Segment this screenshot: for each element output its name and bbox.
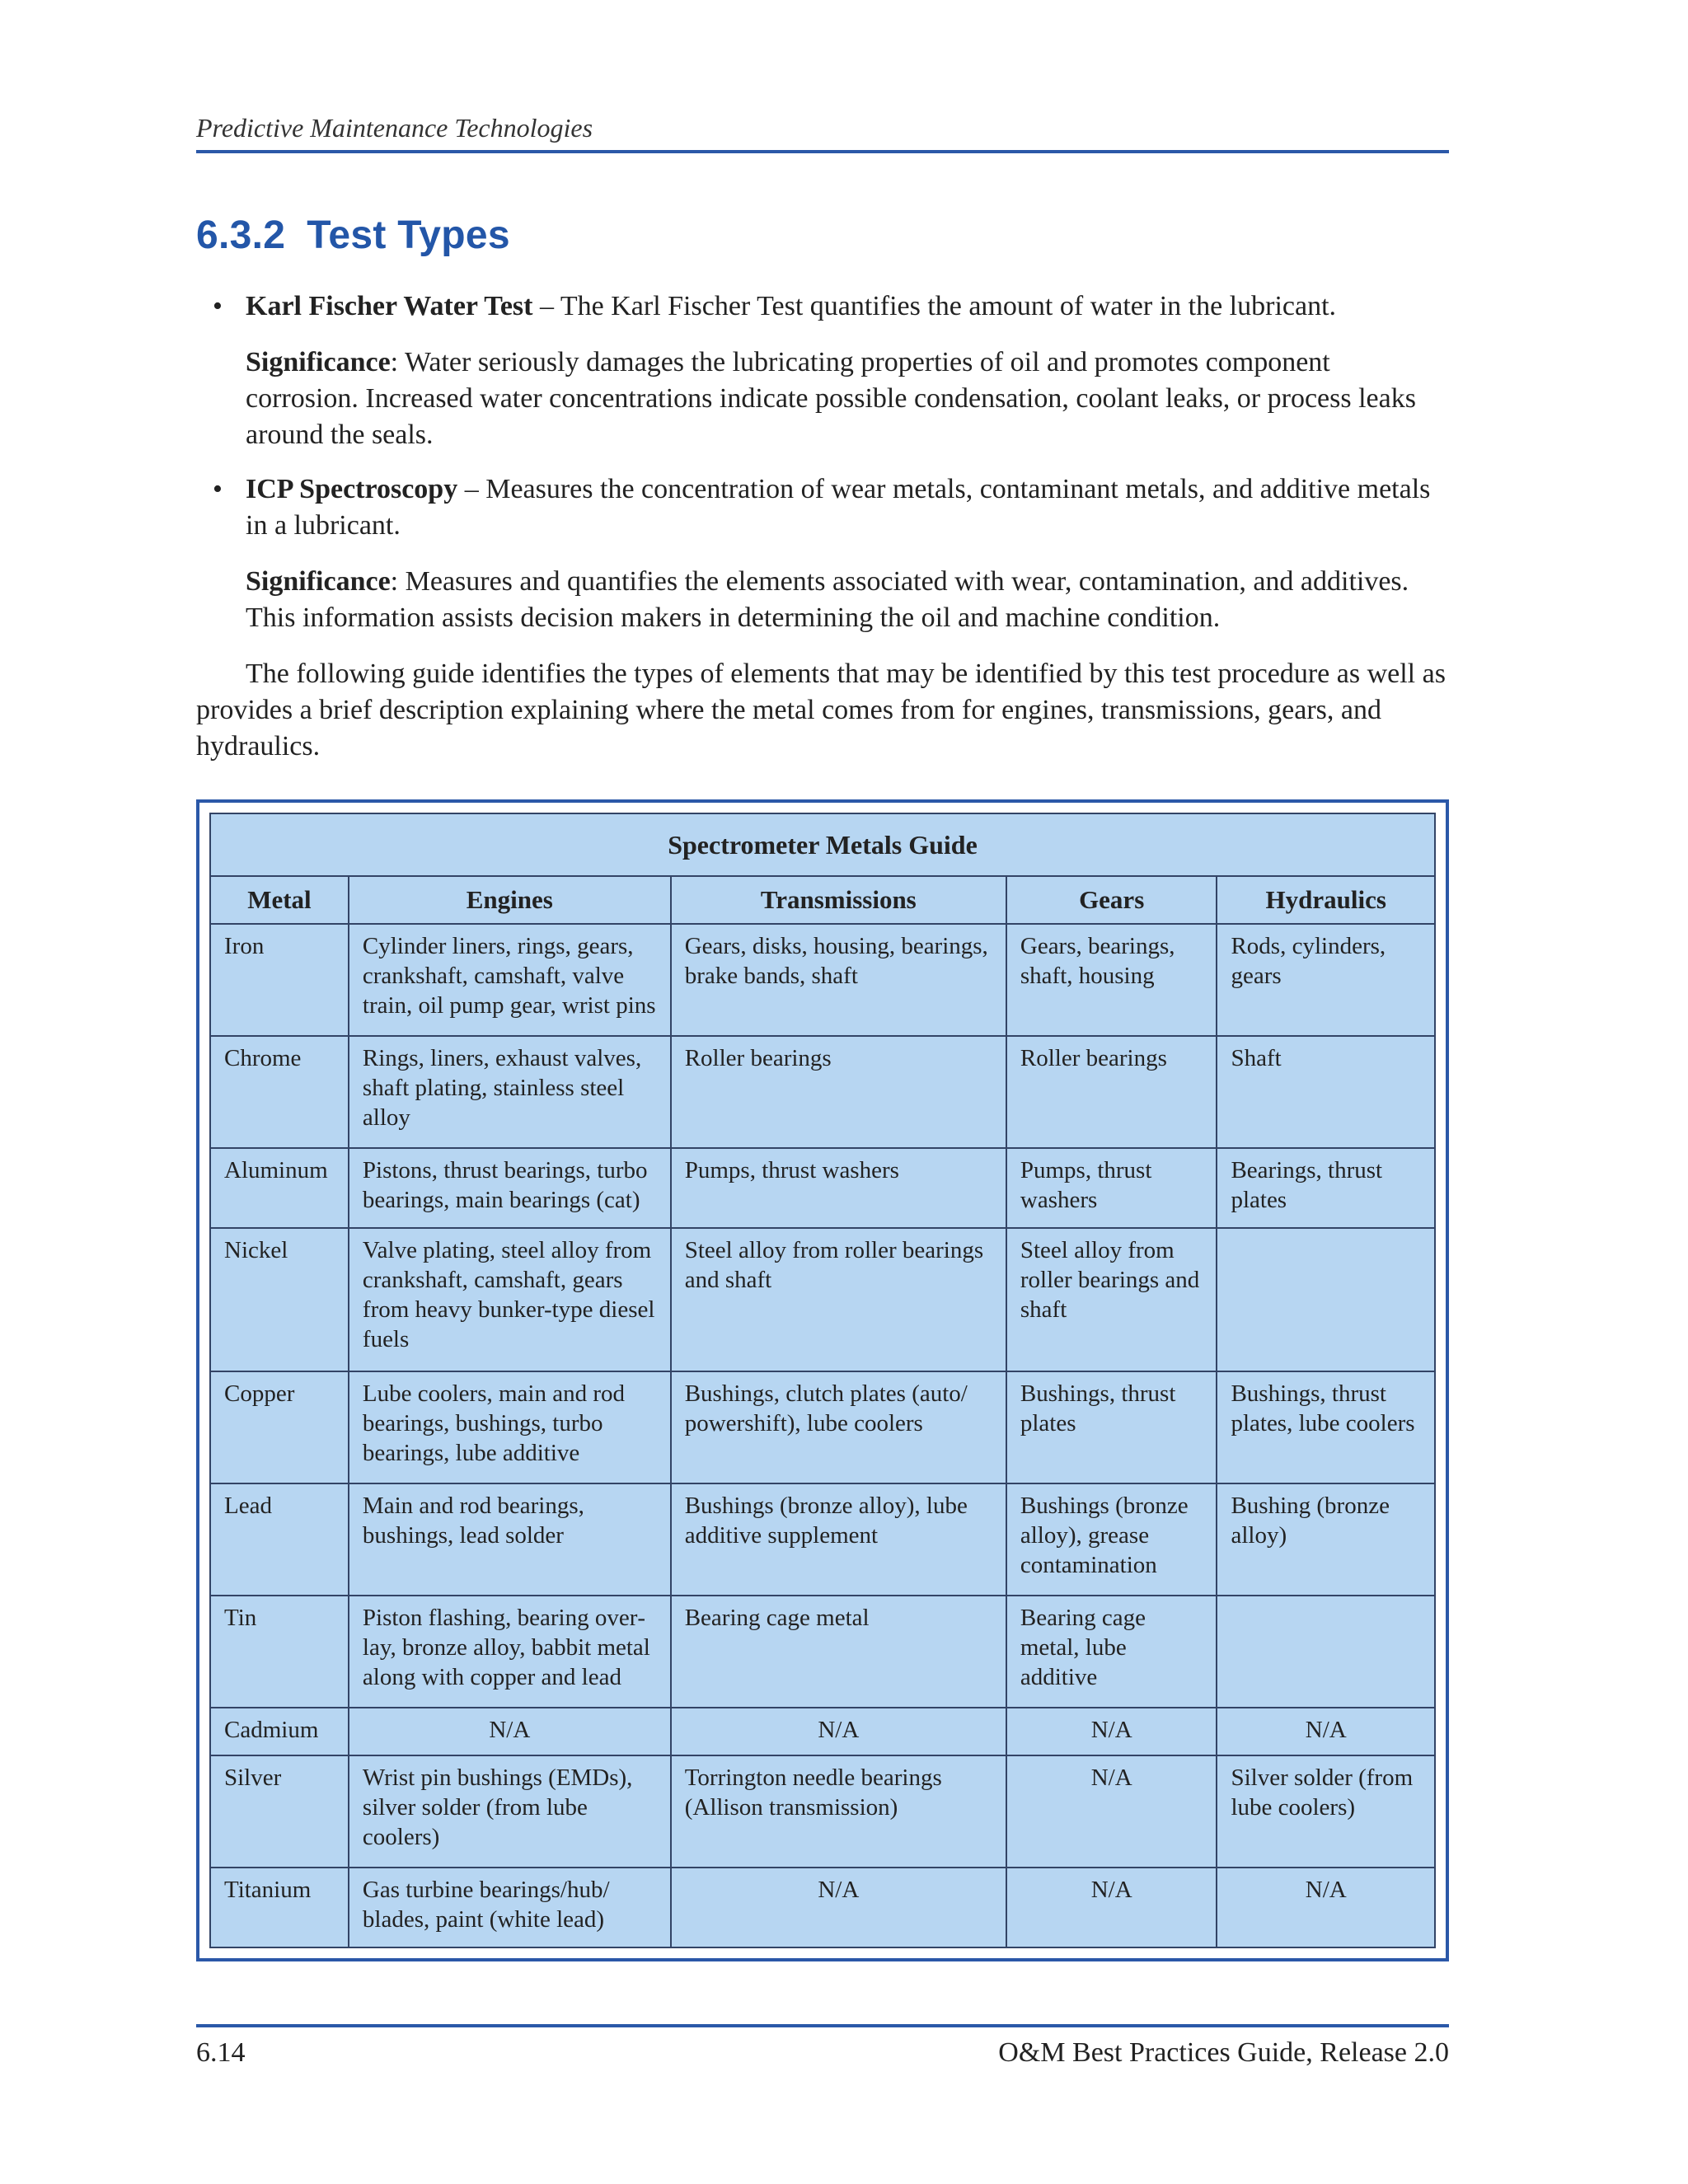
hydraulics-cell: Rods, cylinders, gears bbox=[1217, 924, 1435, 1036]
bullet-icon: • bbox=[213, 291, 223, 321]
column-header-engines: Engines bbox=[349, 876, 671, 924]
test-term: Karl Fischer Water Test bbox=[246, 291, 533, 321]
section-title: Test Types bbox=[307, 213, 510, 257]
transmissions-cell: Bushings, clutch plates (auto/ powershift), lube coolers bbox=[671, 1371, 1006, 1483]
table-row bbox=[210, 1868, 1435, 1947]
running-title: Predictive Maintenance Technologies bbox=[196, 113, 593, 143]
table-row bbox=[210, 1036, 1435, 1148]
table-row bbox=[210, 1371, 1435, 1483]
metal-name: Tin bbox=[210, 1596, 349, 1708]
column-header-gears: Gears bbox=[1006, 876, 1217, 924]
section-heading bbox=[196, 213, 510, 258]
section-number: 6.3.2 bbox=[196, 213, 286, 257]
test-item-karl-fischer bbox=[196, 288, 1449, 325]
table-row bbox=[210, 1483, 1435, 1596]
gears-cell: Pumps, thrust washers bbox=[1006, 1148, 1217, 1228]
engines-cell: Lube coolers, main and rod bearings, bushings, turbo bearings, lube additive bbox=[349, 1371, 671, 1483]
gears-cell: Gears, bearings, shaft, housing bbox=[1006, 924, 1217, 1036]
transmissions-cell: N/A bbox=[671, 1708, 1006, 1755]
transmissions-cell: Roller bearings bbox=[671, 1036, 1006, 1148]
hydraulics-cell: N/A bbox=[1217, 1868, 1435, 1947]
metals-guide-table bbox=[209, 813, 1436, 1948]
hydraulics-cell bbox=[1217, 1596, 1435, 1708]
test-significance bbox=[196, 564, 1449, 636]
metal-name: Nickel bbox=[210, 1228, 349, 1372]
gears-cell: Roller bearings bbox=[1006, 1036, 1217, 1148]
gears-cell: N/A bbox=[1006, 1755, 1217, 1868]
gears-cell: N/A bbox=[1006, 1708, 1217, 1755]
table-row bbox=[210, 1148, 1435, 1228]
significance-label: Significance bbox=[246, 566, 391, 597]
test-description: – Measures the concentration of wear metals, contaminant metals, and additive metals in a lubricant. bbox=[246, 474, 1431, 541]
table-row bbox=[210, 1755, 1435, 1868]
engines-cell: Wrist pin bushings (EMDs), silver solder (from lube coolers) bbox=[349, 1755, 671, 1868]
metal-name: Lead bbox=[210, 1483, 349, 1596]
page-number: 6.14 bbox=[196, 2037, 246, 2068]
gears-cell: N/A bbox=[1006, 1868, 1217, 1947]
transmissions-cell: Steel alloy from roller bearings and shaft bbox=[671, 1228, 1006, 1372]
column-header-transmissions: Transmissions bbox=[671, 876, 1006, 924]
metal-name: Cadmium bbox=[210, 1708, 349, 1755]
metal-name: Titanium bbox=[210, 1868, 349, 1947]
gears-cell: Bearing cage metal, lube additive bbox=[1006, 1596, 1217, 1708]
gears-cell: Bushings, thrust plates bbox=[1006, 1371, 1217, 1483]
engines-cell: Cylinder liners, rings, gears, crankshaft, camshaft, valve train, oil pump gear, wrist pins bbox=[349, 924, 671, 1036]
hydraulics-cell: Silver solder (from lube coolers) bbox=[1217, 1755, 1435, 1868]
page-header bbox=[196, 107, 1449, 153]
table-caption: Spectrometer Metals Guide bbox=[210, 813, 1435, 876]
page-footer bbox=[196, 2024, 1449, 2077]
table-row bbox=[210, 1228, 1435, 1372]
hydraulics-cell: N/A bbox=[1217, 1708, 1435, 1755]
metal-name: Copper bbox=[210, 1371, 349, 1483]
metal-name: Chrome bbox=[210, 1036, 349, 1148]
table-row bbox=[210, 1708, 1435, 1755]
engines-cell: Pistons, thrust bearings, turbo bearings, main bearings (cat) bbox=[349, 1148, 671, 1228]
metal-name: Silver bbox=[210, 1755, 349, 1868]
hydraulics-cell bbox=[1217, 1228, 1435, 1372]
engines-cell: Piston flashing, bearing overlay, bronze alloy, babbit metal along with copper and lead bbox=[349, 1596, 671, 1708]
metals-guide-frame bbox=[196, 799, 1449, 1961]
hydraulics-cell: Bushings, thrust plates, lube coolers bbox=[1217, 1371, 1435, 1483]
metal-name: Aluminum bbox=[210, 1148, 349, 1228]
significance-label: Significance bbox=[246, 347, 391, 377]
column-header-hydraulics: Hydraulics bbox=[1217, 876, 1435, 924]
document-title: O&M Best Practices Guide, Release 2.0 bbox=[998, 2037, 1449, 2068]
hydraulics-cell: Bearings, thrust plates bbox=[1217, 1148, 1435, 1228]
engines-cell: Rings, liners, exhaust valves, shaft plating, stainless steel alloy bbox=[349, 1036, 671, 1148]
significance-text: : Water seriously damages the lubricating properties of oil and promotes component corrosion. Increased water concentrations indicate possible condensation, coolant leaks, or process leaks around the seals. bbox=[246, 347, 1416, 450]
transmissions-cell: N/A bbox=[671, 1868, 1006, 1947]
column-header-metal: Metal bbox=[210, 876, 349, 924]
transmissions-cell: Gears, disks, housing, bearings, brake bands, shaft bbox=[671, 924, 1006, 1036]
gears-cell: Bushings (bronze alloy), grease contamination bbox=[1006, 1483, 1217, 1596]
engines-cell: Main and rod bearings, bushings, lead solder bbox=[349, 1483, 671, 1596]
test-significance bbox=[196, 344, 1449, 453]
test-term: ICP Spectroscopy bbox=[246, 474, 458, 504]
engines-cell: Valve plating, steel alloy from crankshaft, camshaft, gears from heavy bunker-type diesel fuels bbox=[349, 1228, 671, 1372]
hydraulics-cell: Shaft bbox=[1217, 1036, 1435, 1148]
table-row bbox=[210, 1596, 1435, 1708]
hydraulics-cell: Bushing (bronze alloy) bbox=[1217, 1483, 1435, 1596]
transmissions-cell: Pumps, thrust washers bbox=[671, 1148, 1006, 1228]
guide-intro-paragraph: The following guide identifies the types of elements that may be identified by this test procedure as well as provides a brief description explaining where the metal comes from for engines, transmissions, gears, and hydraulics. bbox=[196, 658, 1446, 762]
transmissions-cell: Torrington needle bearings (Allison transmission) bbox=[671, 1755, 1006, 1868]
test-description: – The Karl Fischer Test quantifies the amount of water in the lubricant. bbox=[532, 291, 1337, 321]
metal-name: Iron bbox=[210, 924, 349, 1036]
bullet-icon: • bbox=[213, 474, 223, 504]
significance-text: : Measures and quantifies the elements associated with wear, contamination, and additives. This information assists decision makers in determining the oil and machine condition. bbox=[246, 566, 1409, 633]
gears-cell: Steel alloy from roller bearings and shaft bbox=[1006, 1228, 1217, 1372]
engines-cell: Gas turbine bearings/hub/ blades, paint (white lead) bbox=[349, 1868, 671, 1947]
body-content bbox=[196, 288, 1449, 765]
table-row bbox=[210, 924, 1435, 1036]
table-header-row bbox=[210, 876, 1435, 924]
engines-cell: N/A bbox=[349, 1708, 671, 1755]
transmissions-cell: Bearing cage metal bbox=[671, 1596, 1006, 1708]
transmissions-cell: Bushings (bronze alloy), lube additive supplement bbox=[671, 1483, 1006, 1596]
test-item-icp-spectroscopy bbox=[196, 471, 1449, 544]
